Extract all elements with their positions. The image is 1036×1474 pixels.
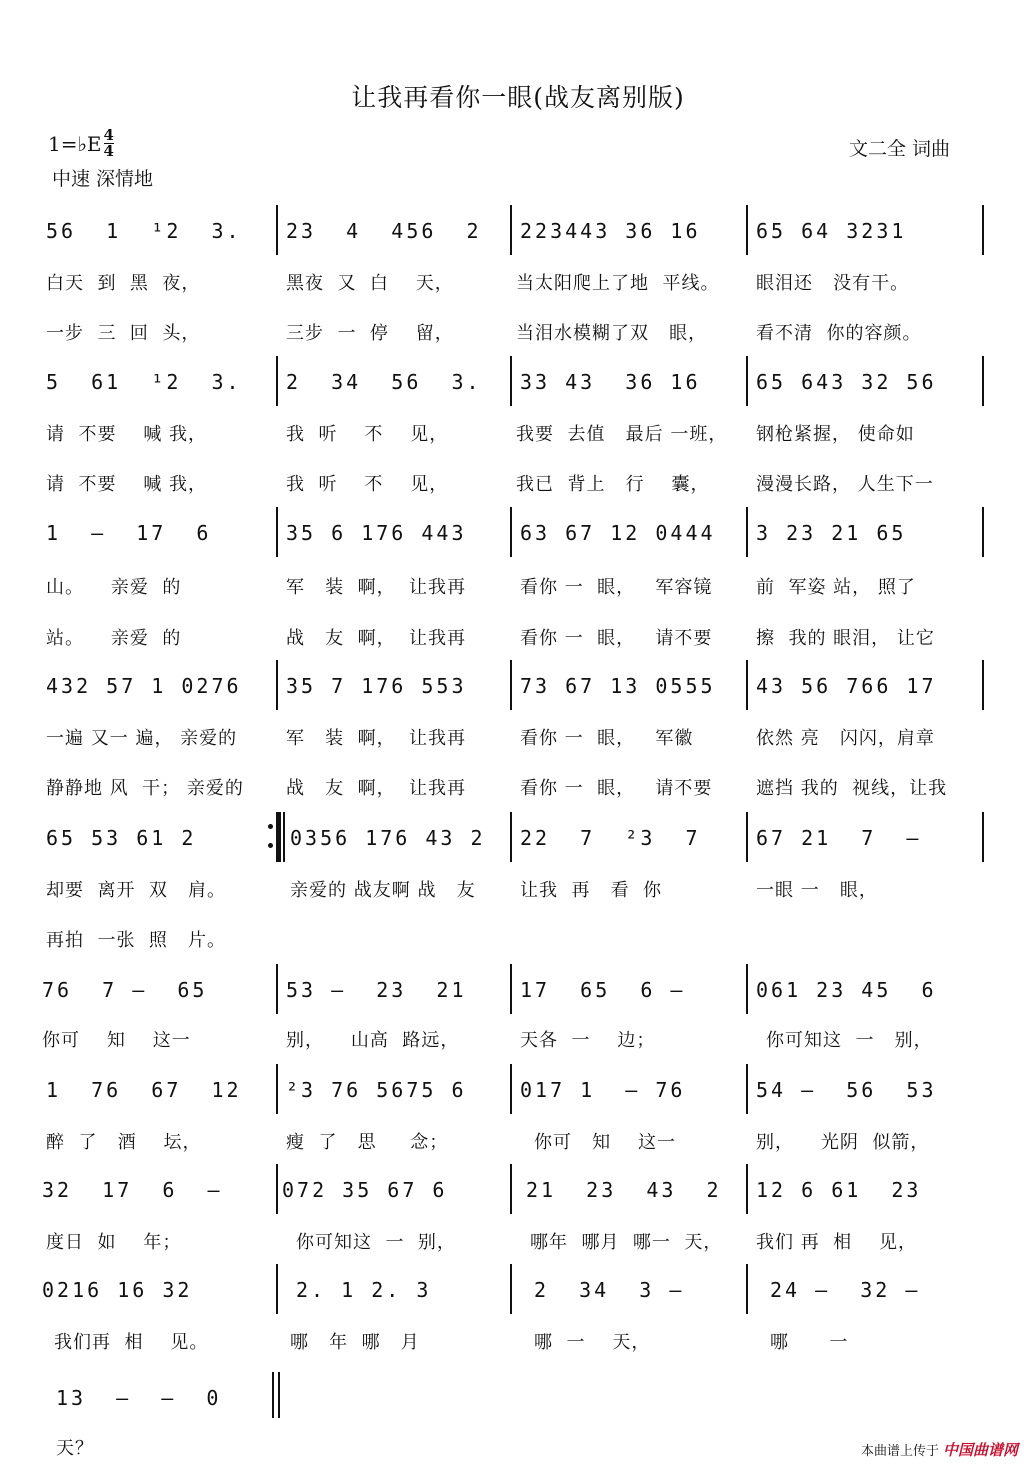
barline xyxy=(510,1264,512,1314)
lyric: 哪年 哪月 哪一 天， xyxy=(530,1232,723,1253)
measure: 63 67 12 0444 xyxy=(520,521,716,545)
measure: 65 64 3231 xyxy=(756,219,907,243)
barline xyxy=(746,660,748,710)
barline xyxy=(276,964,278,1014)
lyric: 我们 再 相 见， xyxy=(756,1232,918,1253)
lyric-row xyxy=(0,319,1036,347)
barline xyxy=(746,812,748,862)
meter-top: 4 xyxy=(103,126,114,144)
lyric: 你可知这 一 别， xyxy=(766,1030,933,1051)
score-title: 让我再看你一眼(战友离别版) xyxy=(351,83,685,112)
barline xyxy=(276,1164,278,1214)
lyric: 战 友 啊， 让我再 xyxy=(286,628,467,649)
lyric: 瘦 了 思 念； xyxy=(286,1132,449,1153)
lyric: 请 不要 喊 我， xyxy=(46,424,208,445)
lyric: 眼泪还 没有干。 xyxy=(756,273,910,294)
measure: 21 23 43 2 xyxy=(526,1178,722,1202)
lyric: 天各 一 边； xyxy=(520,1030,656,1051)
lyric: 再拍 一张 照 片。 xyxy=(46,930,227,951)
lyric-row xyxy=(0,269,1036,297)
measure: 35 6 176 443 xyxy=(286,521,467,545)
barline xyxy=(510,1164,512,1214)
notation-row xyxy=(0,660,1036,712)
measure: 56 1 ¹2 3. xyxy=(46,219,242,243)
measure: 0356 176 43 2 xyxy=(290,826,486,850)
measure: 432 57 1 0276 xyxy=(46,674,242,698)
tempo-marking: 中速 深情地 xyxy=(52,168,154,190)
notation-row xyxy=(0,964,1036,1016)
lyric: 却要 离开 双 肩。 xyxy=(46,880,227,901)
lyric: 看不清 你的容颜。 xyxy=(756,323,922,344)
barline xyxy=(746,1064,748,1114)
lyric: 当泪水模糊了双 眼， xyxy=(516,323,708,344)
barline xyxy=(276,1264,278,1314)
repeat-sign xyxy=(268,824,273,862)
lyric: 亲爱的 战友啊 战 友 xyxy=(290,880,476,901)
upload-credit xyxy=(861,1439,1018,1460)
lyric-row xyxy=(0,724,1036,752)
notation-row xyxy=(0,812,1036,864)
lyric: 哪 一 xyxy=(770,1332,849,1353)
lyric: 黑夜 又 白 天， xyxy=(286,273,454,294)
measure: 35 7 176 553 xyxy=(286,674,467,698)
barline xyxy=(510,356,512,406)
lyric: 当太阳爬上了地 平线。 xyxy=(516,273,720,294)
key-label: 1=♭E xyxy=(48,131,102,156)
lyric: 三步 一 停 留， xyxy=(286,323,454,344)
measure: 32 17 6 — xyxy=(42,1178,223,1202)
barline xyxy=(982,660,984,710)
measure: 17 65 6 — xyxy=(520,978,686,1002)
lyric: 静静地 风 干； 亲爱的 xyxy=(46,778,244,799)
barline xyxy=(746,205,748,255)
lyric: 军 装 啊， 让我再 xyxy=(286,728,467,749)
measure: 017 1 — 76 xyxy=(520,1078,686,1102)
barline xyxy=(510,1064,512,1114)
barline xyxy=(982,812,984,862)
measure: 67 21 7 — xyxy=(756,826,922,850)
lyric-row xyxy=(0,774,1036,802)
lyric: 漫漫长路， 人生下一 xyxy=(756,474,934,495)
barline xyxy=(283,812,285,862)
lyric: 一遍 又一 遍， 亲爱的 xyxy=(46,728,238,749)
lyric: 哪 一 天， xyxy=(534,1332,651,1353)
lyric: 别， 光阴 似箭， xyxy=(756,1132,930,1153)
measure: 2. 1 2. 3 xyxy=(296,1278,432,1302)
notation-row xyxy=(0,1264,1036,1316)
measure: 1 — 17 6 xyxy=(46,521,212,545)
lyric: 我 听 不 见， xyxy=(286,424,449,445)
barline xyxy=(510,964,512,1014)
barline xyxy=(276,660,278,710)
measure: 43 56 766 17 xyxy=(756,674,937,698)
lyric: 看你 一 眼， 军容镜 xyxy=(520,577,713,598)
lyric-row xyxy=(0,1026,1036,1054)
barline xyxy=(746,1164,748,1214)
lyric-row xyxy=(0,624,1036,652)
notation-row xyxy=(0,356,1036,408)
lyric: 我已 背上 行 囊， xyxy=(516,474,710,495)
lyric: 你可知这 一 别， xyxy=(296,1232,456,1253)
measure: 53 — 23 21 xyxy=(286,978,467,1002)
measure: 76 7 — 65 xyxy=(42,978,208,1002)
lyric: 我要 去值 最后 一班， xyxy=(516,424,728,445)
lyric: 站。 亲爱 的 xyxy=(46,628,182,649)
author-credit: 文二全 词曲 xyxy=(848,138,950,160)
measure: 12 6 61 23 xyxy=(756,1178,922,1202)
lyric: 军 装 啊， 让我再 xyxy=(286,577,467,598)
lyric: 钢枪紧握， 使命如 xyxy=(756,424,915,445)
measure: 1 76 67 12 xyxy=(46,1078,242,1102)
measure: 54 — 56 53 xyxy=(756,1078,937,1102)
measure: 73 67 13 0555 xyxy=(520,674,716,698)
barline xyxy=(510,812,512,862)
barline xyxy=(746,507,748,557)
notation-row xyxy=(0,1064,1036,1116)
lyric: 遮挡 我的 视线，让我 xyxy=(756,778,948,799)
measure: 223443 36 16 xyxy=(520,219,701,243)
lyric: 度日 如 年； xyxy=(46,1232,182,1253)
lyric: 看你 一 眼， 请不要 xyxy=(520,628,713,649)
lyric-row xyxy=(0,470,1036,498)
measure: 3 23 21 65 xyxy=(756,521,907,545)
notation-row xyxy=(0,205,1036,257)
barline xyxy=(510,660,512,710)
lyric: 哪 年 哪 月 xyxy=(290,1332,420,1353)
measure: 65 53 61 2 xyxy=(46,826,197,850)
measure: 33 43 36 16 xyxy=(520,370,701,394)
lyric: 你可 知 这一 xyxy=(534,1132,677,1153)
lyric-row xyxy=(0,1228,1036,1256)
time-signature xyxy=(104,128,114,159)
lyric: 看你 一 眼， 军徽 xyxy=(520,728,694,749)
barline xyxy=(982,356,984,406)
site-logo[interactable]: 中国曲谱网 xyxy=(942,1441,1018,1459)
measure: 22 7 ²3 7 xyxy=(520,826,701,850)
lyric-row xyxy=(0,876,1036,904)
lyric: 醉 了 酒 坛， xyxy=(46,1132,202,1153)
measure: 2 34 3 — xyxy=(534,1278,685,1302)
measure: 5 61 ¹2 3. xyxy=(46,370,242,394)
measure: 23 4 456 2 xyxy=(286,219,482,243)
barline xyxy=(276,1064,278,1114)
lyric-row xyxy=(0,926,1036,954)
lyric: 我 听 不 见， xyxy=(286,474,449,495)
barline xyxy=(510,205,512,255)
measure: ²3 76 5675 6 xyxy=(286,1078,467,1102)
barline xyxy=(510,507,512,557)
meter-bottom: 4 xyxy=(103,142,114,160)
measure: 0216 16 32 xyxy=(42,1278,193,1302)
lyric: 擦 我的 眼泪， 让它 xyxy=(756,628,935,649)
lyric: 看你 一 眼， 请不要 xyxy=(520,778,713,799)
barline xyxy=(746,1264,748,1314)
lyric: 一眼 一 眼， xyxy=(756,880,878,901)
lyric-row xyxy=(0,573,1036,601)
key-signature xyxy=(48,128,114,159)
barline xyxy=(276,507,278,557)
lyric-row xyxy=(0,420,1036,448)
lyric: 战 友 啊， 让我再 xyxy=(286,778,467,799)
barline xyxy=(276,205,278,255)
upload-text: 本曲谱上传于 xyxy=(860,1444,939,1459)
barline xyxy=(746,356,748,406)
lyric: 一步 三 回 头， xyxy=(46,323,201,344)
measure: 65 643 32 56 xyxy=(756,370,937,394)
measure: 13 — — 0 xyxy=(56,1386,222,1410)
barline xyxy=(982,507,984,557)
lyric: 请 不要 喊 我， xyxy=(46,474,208,495)
barline xyxy=(746,964,748,1014)
lyric: 你可 知 这一 xyxy=(42,1030,191,1051)
lyric: 别， 山高 路远， xyxy=(286,1030,460,1051)
lyric-row xyxy=(0,1328,1036,1356)
notation-row xyxy=(0,507,1036,559)
notation-row xyxy=(0,1372,1036,1424)
lyric: 前 军姿 站， 照了 xyxy=(756,577,916,598)
lyric: 白天 到 黑 夜， xyxy=(46,273,201,294)
lyric: 山。 亲爱 的 xyxy=(46,577,182,598)
lyric: 让我 再 看 你 xyxy=(520,880,663,901)
measure: 24 — 32 — xyxy=(770,1278,921,1302)
barline xyxy=(982,205,984,255)
lyric-row xyxy=(0,1128,1036,1156)
measure: 061 23 45 6 xyxy=(756,978,937,1002)
lyric: 天？ xyxy=(56,1438,94,1459)
repeat-barline xyxy=(276,812,281,862)
barline xyxy=(276,356,278,406)
notation-row xyxy=(0,1164,1036,1216)
lyric: 依然 亮 闪闪，肩章 xyxy=(756,728,935,749)
measure: 2 34 56 3. xyxy=(286,370,482,394)
measure: 072 35 67 6 xyxy=(282,1178,448,1202)
lyric: 我们再 相 见。 xyxy=(54,1332,209,1353)
